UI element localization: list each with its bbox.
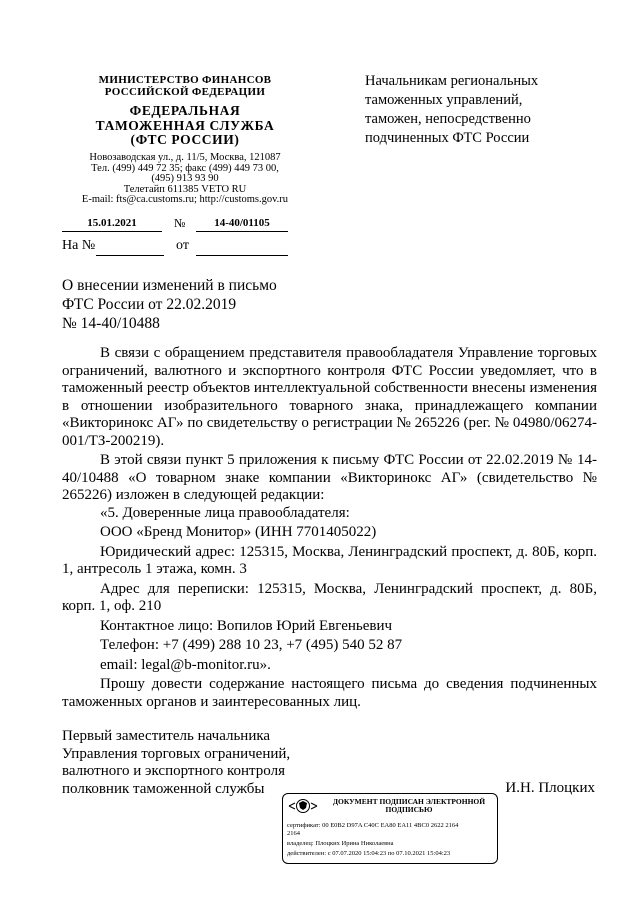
teletype: Телетайп 611385 VETO RU xyxy=(123,183,247,195)
from-label: от xyxy=(176,238,189,253)
body-paragraph-9: email: legal@b-monitor.ru». xyxy=(100,656,271,673)
body-paragraph-4: ООО «Бренд Монитор» (ИНН 7701405022) xyxy=(100,524,377,540)
email-line: E-mail: fts@ca.customs.ru; http://customs.gov.ru xyxy=(81,194,289,205)
signer-name: И.Н. Плоцких xyxy=(505,780,595,796)
addressee-block xyxy=(365,72,595,148)
body-paragraph-3: «5. Доверенные лица правообладателя: xyxy=(100,504,350,521)
addressee-line4: подчиненных ФТС России xyxy=(365,130,530,146)
signer-position xyxy=(62,728,362,798)
body-paragraph-5: Юридический адрес: 125315, Москва, Ленинградский проспект, д. 80Б, корп. 1, антресоль 1 этажа, комн. 3 xyxy=(62,543,597,577)
stamp-certificate: сертификат: 00 E0B2 D97A C40C EA80 EA11 4BC0 2622 2164 xyxy=(287,822,459,829)
stamp-validity: действителен: с 07.07.2020 15:04:23 по 07.10.2021 15:04:23 xyxy=(287,850,451,857)
address: Новозаводская ул., д. 11/5, Москва, 121087 xyxy=(89,152,281,163)
body-paragraph-2: В этой связи пункт 5 приложения к письму ФТС России от 22.02.2019 № 14-40/10488 «О товарном знаке компании «Викторинокс АГ» (свидетельство № 265226) изложен в следующей редакции: xyxy=(62,452,597,503)
phone-line1: Тел. (499) 449 72 35; факс (499) 449 73 00, xyxy=(91,162,279,174)
subject-line3: № 14-40/10488 xyxy=(62,315,160,332)
ref-label: На № xyxy=(62,238,96,253)
addressee-line1: Начальникам региональных xyxy=(365,73,539,89)
position-line4: полковник таможенной службы xyxy=(62,780,265,797)
letter-body xyxy=(62,345,597,711)
body-paragraph-6: Адрес для переписки: 125315, Москва, Ленинградский проспект, д. 80Б, корп. 1, оф. 210 xyxy=(62,580,597,614)
body-paragraph-10: Прошу довести содержание настоящего письма до сведения подчиненных таможенных органов и заинтересованных лиц. xyxy=(62,676,597,710)
body-paragraph-1: В связи с обращением представителя правообладателя Управление торговых ограничений, валютного и экспортного контроля ФТС России уведомляет, что в таможенный реестр объектов интеллектуальной собственности внесены изменения в отношении изобразительного товарного знака, принадлежащего компании «Викторинокс АГ» по свидетельству о регистрации № 265226 (рег. № 04980/06274-001/ТЗ-200219). xyxy=(62,345,597,449)
ref-date-line xyxy=(196,241,288,256)
stamp-certificate-cont: 2164 xyxy=(287,830,300,837)
subject-line1: О внесении изменений в письмо xyxy=(62,277,277,294)
ministry-line2: РОССИЙСКОЙ ФЕДЕРАЦИИ xyxy=(104,86,266,98)
position-line2: Управления торговых ограничений, xyxy=(62,745,291,762)
phone-line2: (495) 913 93 90 xyxy=(151,173,219,184)
emblem-icon xyxy=(287,797,319,815)
contacts-block xyxy=(60,153,310,206)
stamp-title: ДОКУМЕНТ ПОДПИСАН ЭЛЕКТРОННОЙ ПОДПИСЬЮ xyxy=(332,797,486,814)
body-paragraph-7: Контактное лицо: Вопилов Юрий Евгеньевич xyxy=(100,617,393,634)
position-line1: Первый заместитель начальника xyxy=(62,728,271,744)
ministry-header xyxy=(60,74,310,98)
number-sign: № xyxy=(174,216,186,230)
service-line2: ТАМОЖЕННАЯ СЛУЖБА xyxy=(95,117,275,133)
service-line1: ФЕДЕРАЛЬНАЯ xyxy=(129,103,241,118)
position-line3: валютного и экспортного контроля xyxy=(62,763,285,779)
ref-number-line xyxy=(96,241,164,256)
stamp-owner: владелец: Плоцких Ирина Николаевна xyxy=(287,840,394,847)
addressee-line2: таможенных управлений, xyxy=(365,92,523,108)
subject-block xyxy=(62,276,322,333)
registration-date: 15.01.2021 xyxy=(62,217,162,232)
body-paragraph-8: Телефон: +7 (499) 288 10 23, +7 (495) 540 52 87 xyxy=(100,637,403,653)
subject-line2: ФТС России от 22.02.2019 xyxy=(62,296,237,313)
service-header xyxy=(60,104,310,148)
ministry-line1: МИНИСТЕРСТВО ФИНАНСОВ xyxy=(98,74,272,86)
e-signature-stamp xyxy=(282,793,498,864)
addressee-line3: таможен, непосредственно xyxy=(365,111,531,127)
registration-number: 14-40/01105 xyxy=(196,217,288,232)
service-line3: (ФТС РОССИИ) xyxy=(130,132,240,147)
